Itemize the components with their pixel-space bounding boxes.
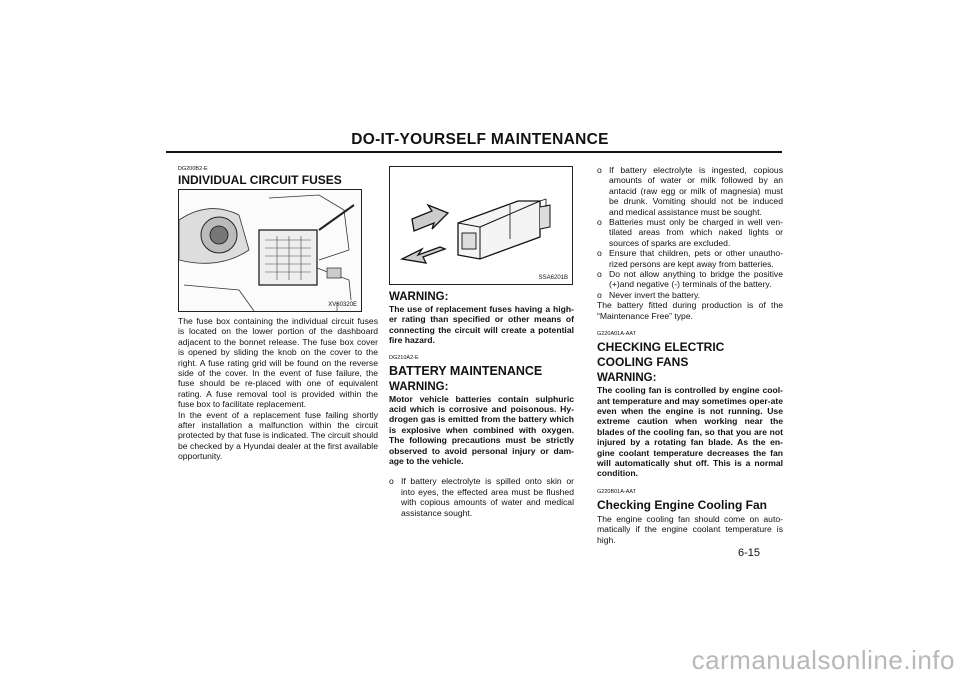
list-item: o If battery electrolyte is ingested, copious amounts of water or milk followed by an antacid (raw egg or milk of magnesia) must be drunk. Vomiting should not be induced and medical assistance must be sought. bbox=[597, 165, 783, 217]
section-heading-engine-fan: Checking Engine Cooling Fan bbox=[597, 497, 768, 512]
column-fuses bbox=[178, 160, 378, 462]
section-heading-cooling-fans: CHECKING ELECTRIC COOLING FANS bbox=[597, 340, 725, 370]
fuse-removal-figure bbox=[389, 166, 573, 285]
column-battery bbox=[389, 160, 574, 518]
section-heading-battery: BATTERY MAINTENANCE bbox=[389, 363, 543, 378]
list-item: o Do not allow anything to bridge the positive (+)and negative (-) terminals of the battery. bbox=[597, 269, 783, 290]
warning-text-cooling: The cooling fan is controlled by engine cool-ant temperature and may sometimes oper-ate even when the engine is not running. Use extreme caution when working near the blades of the cooling fan, so that you are not injured by a rotating fan blade. As the en-gine coolant temperature decreases the fan will automatically shut off. This is a normal condition. bbox=[597, 385, 783, 479]
list-item: o Never invert the battery. bbox=[597, 289, 701, 300]
warning-label: WARNING: bbox=[597, 372, 657, 385]
page-number: 6-15 bbox=[738, 547, 761, 559]
page-header-title: DO-IT-YOURSELF MAINTENANCE bbox=[351, 131, 609, 148]
warning-text-fuses: The use of replacement fuses having a high-er rating than specified or other means of connecting the circuit will create a potential fire hazard. bbox=[389, 304, 574, 346]
battery-note: The battery fitted during production is of the “Maintenance Free” type. bbox=[597, 300, 783, 321]
warning-text-battery: Motor vehicle batteries contain sulphuric acid which is corrosive and poisonous. Hy-drogen gas is emitted from the battery which is explosive when combined with oxygen. The following precautions must be strictly observed to avoid personal injury or dam-age to the vehicle. bbox=[389, 393, 574, 467]
fuse-connector-illustration bbox=[390, 167, 572, 284]
header-rule bbox=[166, 151, 782, 153]
section-code: DG200B2-E bbox=[178, 166, 208, 172]
section-code: G220B01A-AAT bbox=[597, 488, 637, 495]
section-code: DG210A2-E bbox=[389, 354, 419, 361]
list-item: o Ensure that children, pets or other unautho-rized persons are kept away from batteries. bbox=[597, 248, 783, 269]
figure-label: XV60320E bbox=[328, 302, 357, 308]
section-code: G220A01A-AAT bbox=[597, 331, 637, 338]
section-heading-fuses: INDIVIDUAL CIRCUIT FUSES bbox=[178, 173, 342, 187]
fuse-box-illustration bbox=[179, 190, 361, 311]
figure-label: SSA6201B bbox=[538, 275, 568, 281]
warning-label: WARNING: bbox=[389, 291, 449, 303]
list-item: o If battery electrolyte is spilled onto skin or into eyes, the effected area must be flushed with copious amounts of water and medical assistance sought. bbox=[389, 476, 574, 518]
engine-fan-body: The engine cooling fan should come on auto-matically if the engine coolant temperature is high. bbox=[597, 513, 783, 545]
warning-label: WARNING: bbox=[389, 380, 449, 393]
column-cooling bbox=[597, 165, 783, 545]
fuses-body-paragraph: The fuse box containing the individual circuit fuses is located on the lower portion of the dashboard adjacent to the bonnet release. The fuse box cover is opened by sliding the knob on the cover to the right. A fuse rating grid will be found on the reverse side of the cover. In the event of fuse failure, the fuse should be re-placed with one of equivalent rating. A fuse removal tool is provided within the fuse box to facilitate replacement. bbox=[178, 316, 378, 410]
fuses-body-paragraph-2: In the event of a replacement fuse failing shortly after installation a malfunction within the circuit protected by that fuse is indicated. The circuit should be checked by a Hyundai dealer at the first available opportunity. bbox=[178, 409, 378, 462]
list-item: o Batteries must only be charged in well ven-tilated areas from which naked lights or sources of sparks are excluded. bbox=[597, 217, 783, 248]
watermark: carmanualsonline.info bbox=[691, 645, 955, 675]
fuse-box-figure bbox=[178, 189, 362, 312]
